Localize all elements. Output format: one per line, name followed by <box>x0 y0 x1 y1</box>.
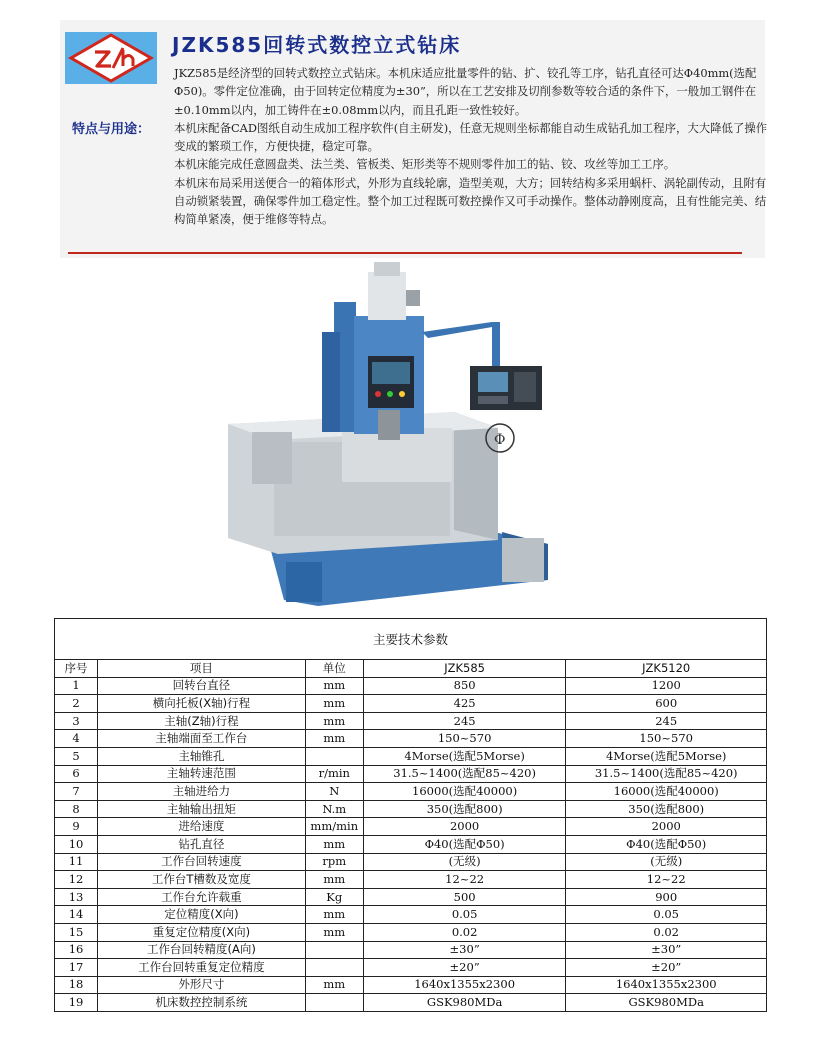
table-cell: ±30” <box>566 941 767 959</box>
table-cell: GSK980MDa <box>363 994 566 1012</box>
table-cell: N <box>305 783 363 801</box>
table-cell: mm <box>305 712 363 730</box>
table-row <box>55 712 767 730</box>
table-cell: ±20” <box>363 959 566 977</box>
table-row <box>55 730 767 748</box>
table-cell: 600 <box>566 695 767 713</box>
table-row <box>55 765 767 783</box>
table-cell: 4Morse(选配5Morse) <box>363 747 566 765</box>
column-header: JZK585 <box>363 660 566 678</box>
table-cell: 350(选配800) <box>566 800 767 818</box>
table-cell: 16 <box>55 941 98 959</box>
table-row <box>55 994 767 1012</box>
table-cell: mm <box>305 730 363 748</box>
table-cell: 7 <box>55 783 98 801</box>
table-row <box>55 941 767 959</box>
table-cell: Kg <box>305 888 363 906</box>
table-row <box>55 747 767 765</box>
table-row <box>55 959 767 977</box>
table-row <box>55 695 767 713</box>
table-cell: N.m <box>305 800 363 818</box>
table-cell: 工作台回转重复定位精度 <box>98 959 306 977</box>
table-cell: 18 <box>55 976 98 994</box>
table-cell: 12~22 <box>363 871 566 889</box>
table-cell: 主轴端面至工作台 <box>98 730 306 748</box>
table-cell: 4Morse(选配5Morse) <box>566 747 767 765</box>
zh-logo-icon <box>65 32 157 84</box>
description-paragraph: JKZ585是经济型的回转式数控立式钻床。本机床适应批量零件的钻、扩、铰孔等工序，钻孔直径可达Φ40mm(选配Φ50)。零件定位准确，由于回转定位精度为±30”，所以在工艺安排及切削参数等较合适的条件下，一般加工钢件在±0.10mm以内，加工铸件在±0.08mm以内，而且孔距一致性较好。 <box>174 66 757 117</box>
table-cell: 回转台直径 <box>98 677 306 695</box>
table-cell: 机床数控控制系统 <box>98 994 306 1012</box>
table-cell: ±30” <box>363 941 566 959</box>
table-cell: 主轴进给力 <box>98 783 306 801</box>
table-cell: 900 <box>566 888 767 906</box>
table-cell: 横向托板(X轴)行程 <box>98 695 306 713</box>
table-cell: 16000(选配40000) <box>363 783 566 801</box>
table-cell: 3 <box>55 712 98 730</box>
table-cell: 5 <box>55 747 98 765</box>
table-cell: mm <box>305 871 363 889</box>
table-cell: 16000(选配40000) <box>566 783 767 801</box>
table-cell <box>305 747 363 765</box>
table-cell: 500 <box>363 888 566 906</box>
table-cell: mm <box>305 677 363 695</box>
table-cell: 850 <box>363 677 566 695</box>
table-cell <box>305 994 363 1012</box>
table-row <box>55 800 767 818</box>
table-cell: 17 <box>55 959 98 977</box>
table-cell: 工作台回转速度 <box>98 853 306 871</box>
table-cell <box>305 941 363 959</box>
table-cell: 350(选配800) <box>363 800 566 818</box>
table-cell: (无级) <box>363 853 566 871</box>
table-cell: 工作台允许载重 <box>98 888 306 906</box>
table-row <box>55 818 767 836</box>
table-cell: 2000 <box>566 818 767 836</box>
table-cell: 0.02 <box>566 923 767 941</box>
table-cell: 4 <box>55 730 98 748</box>
table-caption: 主要技术参数 <box>55 619 767 660</box>
table-cell: r/min <box>305 765 363 783</box>
table-cell: 2000 <box>363 818 566 836</box>
column-header: 单位 <box>305 660 363 678</box>
table-cell: 9 <box>55 818 98 836</box>
table-cell: 31.5~1400(选配85~420) <box>566 765 767 783</box>
table-cell: 定位精度(X向) <box>98 906 306 924</box>
table-row <box>55 906 767 924</box>
table-caption-row <box>55 619 767 660</box>
table-cell: 1 <box>55 677 98 695</box>
table-cell: 主轴锥孔 <box>98 747 306 765</box>
table-row <box>55 888 767 906</box>
description-paragraph: 本机床布局采用送便合一的箱体形式，外形为直线轮廓，造型美观，大方；回转结构多采用蜗杆、涡轮副传动，且附有自动锁紧装置，确保零件加工稳定性。整个加工过程既可数控操作又可手动操作。整体动静刚度高，且有性能完美、结构简单紧凑，便于维修等特点。 <box>174 175 767 227</box>
page-title: JZK585回转式数控立式钻床 <box>172 33 462 57</box>
table-cell: 1200 <box>566 677 767 695</box>
table-cell: 245 <box>566 712 767 730</box>
cnc-drilling-machine-illustration <box>222 262 552 607</box>
table-cell: rpm <box>305 853 363 871</box>
table-row <box>55 923 767 941</box>
spec-rows <box>55 677 767 1011</box>
panel-glyph: Φ <box>494 432 506 448</box>
table-row <box>55 853 767 871</box>
table-cell: mm <box>305 835 363 853</box>
table-cell: 13 <box>55 888 98 906</box>
table-cell: 12 <box>55 871 98 889</box>
table-cell: 10 <box>55 835 98 853</box>
table-cell: 钻孔直径 <box>98 835 306 853</box>
table-cell: mm <box>305 695 363 713</box>
table-row <box>55 976 767 994</box>
table-cell: mm <box>305 906 363 924</box>
divider-rule <box>68 252 742 254</box>
table-cell: 15 <box>55 923 98 941</box>
table-cell: mm <box>305 976 363 994</box>
table-row <box>55 835 767 853</box>
description-paragraph: 本机床配备CAD图纸自动生成加工程序软件(自主研发)，任意无规则坐标都能自动生成钻孔加工程序，大大降低了操作变成的繁琐工作，方便快捷，稳定可靠。 <box>174 120 768 154</box>
table-cell: 工作台回转精度(A向) <box>98 941 306 959</box>
table-cell: ±20” <box>566 959 767 977</box>
table-cell: 主轴(Z轴)行程 <box>98 712 306 730</box>
description <box>174 64 768 229</box>
table-header-row <box>55 660 767 678</box>
table-cell: (无级) <box>566 853 767 871</box>
table-cell: 工作台T槽数及宽度 <box>98 871 306 889</box>
table-cell: 2 <box>55 695 98 713</box>
table-cell: 11 <box>55 853 98 871</box>
table-cell: 1640x1355x2300 <box>566 976 767 994</box>
table-cell: 1640x1355x2300 <box>363 976 566 994</box>
table-cell: 150~570 <box>566 730 767 748</box>
spec-table <box>54 618 767 1012</box>
description-paragraph: 本机床能完成任意圆盘类、法兰类、管板类、矩形类等不规则零件加工的钻、铰、攻丝等加工工序。 <box>174 157 676 172</box>
column-header: 项目 <box>98 660 306 678</box>
table-row <box>55 871 767 889</box>
table-cell: Φ40(选配Φ50) <box>363 835 566 853</box>
table-cell: mm/min <box>305 818 363 836</box>
table-cell: 425 <box>363 695 566 713</box>
table-cell: 8 <box>55 800 98 818</box>
table-cell: 0.02 <box>363 923 566 941</box>
column-header: JZK5120 <box>566 660 767 678</box>
feature-label: 特点与用途： <box>72 122 151 137</box>
table-cell: 主轴转速范围 <box>98 765 306 783</box>
table-cell: 19 <box>55 994 98 1012</box>
table-cell: 12~22 <box>566 871 767 889</box>
table-cell: 进给速度 <box>98 818 306 836</box>
table-cell: 150~570 <box>363 730 566 748</box>
column-header: 序号 <box>55 660 98 678</box>
table-cell: 14 <box>55 906 98 924</box>
table-cell: 重复定位精度(X向) <box>98 923 306 941</box>
table-cell: 6 <box>55 765 98 783</box>
table-row <box>55 677 767 695</box>
table-cell: Φ40(选配Φ50) <box>566 835 767 853</box>
table-cell: 主轴输出扭矩 <box>98 800 306 818</box>
table-cell: 31.5~1400(选配85~420) <box>363 765 566 783</box>
table-cell: 0.05 <box>566 906 767 924</box>
table-cell: 0.05 <box>363 906 566 924</box>
table-cell: 外形尺寸 <box>98 976 306 994</box>
table-cell: mm <box>305 923 363 941</box>
table-row <box>55 783 767 801</box>
table-cell: 245 <box>363 712 566 730</box>
table-cell: GSK980MDa <box>566 994 767 1012</box>
table-cell <box>305 959 363 977</box>
